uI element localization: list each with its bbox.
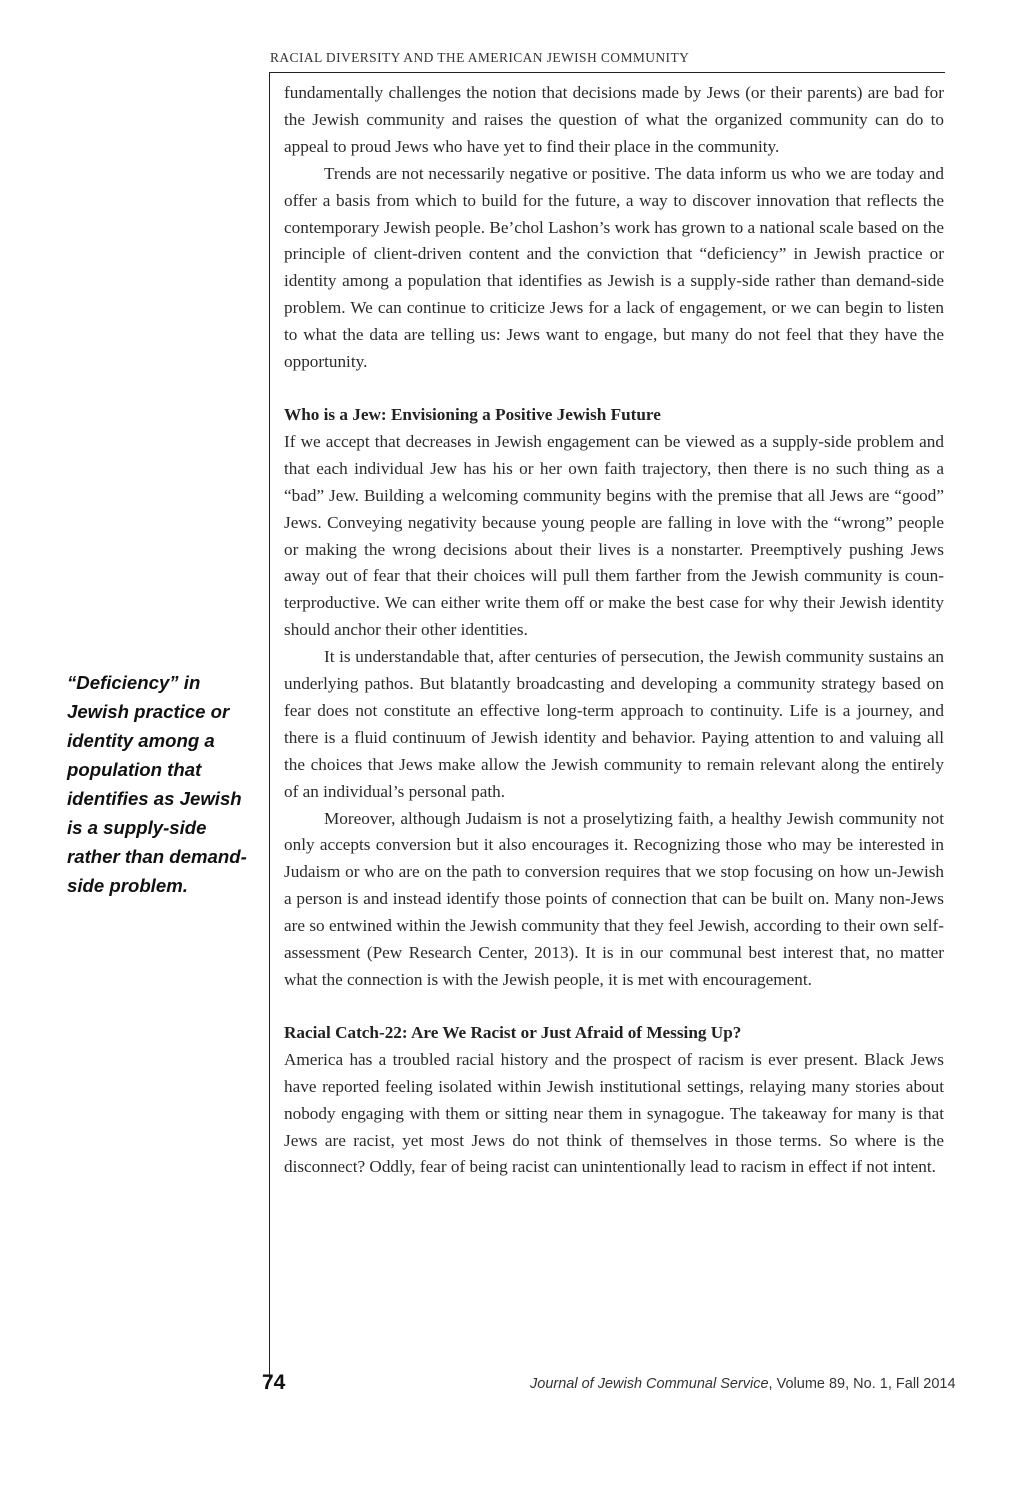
section-gap (284, 994, 944, 1020)
section-gap (284, 376, 944, 402)
header-rule (270, 72, 945, 73)
journal-issue: , Volume 89, No. 1, Fall 2014 (768, 1376, 956, 1392)
paragraph-1: fundamentally challenges the notion that decisions made by Jews (or their parents) are bad for the Jewish community and raises the question of what the organized community can do to appeal to proud Jews who have yet to find their place in the community. (284, 83, 944, 156)
journal-title: Journal of Jewish Communal Service (530, 1376, 769, 1392)
running-head: RACIAL DIVERSITY AND THE AMERICAN JEWISH COMMUNITY (270, 50, 690, 65)
journal-citation (530, 1376, 956, 1392)
paragraph-3: If we accept that decreases in Jewish engagement can be viewed as a supply-side problem and that each individual Jew has his or her own faith trajectory, then there is no such thing as a “bad” Jew. Building a welcoming community begins with the premise that all Jews are “good” Jews. Conveying negativity because young people are falling in love with the “wrong” people or making the wrong decisions about their lives is a nonstarter. Preemptively pushing Jews away out of fear that their choices will pull them farther from the Jewish community is counterproductive. We can either write them off or make the best case for why their Jewish identity should anchor their other identities. (284, 431, 944, 640)
paragraph-4: It is understandable that, after centuries of persecution, the Jewish community sustains an underlying pathos. But blatantly broadcasting and developing a community strategy based on fear does not constitute an effective long-term approach to continuity. Life is a journey, and there is a fluid continuum of Jewish identity and behavior. Paying attention to and valuing all the choices that Jews make allow the Jewish community to remain relevant along the entirely of an individual’s personal path. (284, 647, 944, 801)
paragraph-5: Moreover, although Judaism is not a proselytizing faith, a healthy Jewish community not only accepts conversion but it also encourages it. Recognizing those who may be interested in Judaism or who are on the path to conversion requires that we stop focusing on how un-Jewish a person is and instead identify those points of connection that can be built on. Many non-Jews are so entwined within the Jewish community that they feel Jewish, according to their own self-assessment (Pew Research Center, 2013). It is in our communal best interest that, no matter what the connection is with the Jewish people, it is met with encouragement. (284, 808, 944, 989)
column-divider (269, 72, 270, 1378)
section-heading-1: Who is a Jew: Envisioning a Positive Jewish Future (284, 404, 661, 424)
pull-quote: “Deficiency” in Jewish practice or identity among a population that identifies as Jewish is a supply-side rather than demand-side problem. (67, 672, 247, 896)
page-number: 74 (262, 1371, 286, 1394)
section-heading-2: Racial Catch-22: Are We Racist or Just Afraid of Messing Up? (284, 1022, 742, 1042)
paragraph-2: Trends are not necessarily negative or positive. The data inform us who we are today and offer a basis from which to build for the future, a way to discover innovation that reflects the contemporary Jewish people. Be’chol Lashon’s work has grown to a national scale based on the principle of client-driven content and the conviction that “deficiency” in Jewish practice or identity among a population that identifies as Jewish is a supply-side rather than demand-side problem. We can continue to criticize Jews for a lack of engagement, or we can begin to listen to what the data are telling us: Jews want to engage, but many do not feel that they have the opportunity. (284, 163, 944, 372)
paragraph-6: America has a troubled racial history and the prospect of racism is ever present. Black Jews have reported feeling isolated within Jewish institutional settings, relaying many stories about nobody engaging with them or sitting near them in synagogue. The takeaway for many is that Jews are racist, yet most Jews do not think of themselves in those terms. So where is the disconnect? Oddly, fear of being racist can unintentionally lead to racism in effect if not intent. (284, 1049, 944, 1177)
article-body (284, 80, 944, 1181)
